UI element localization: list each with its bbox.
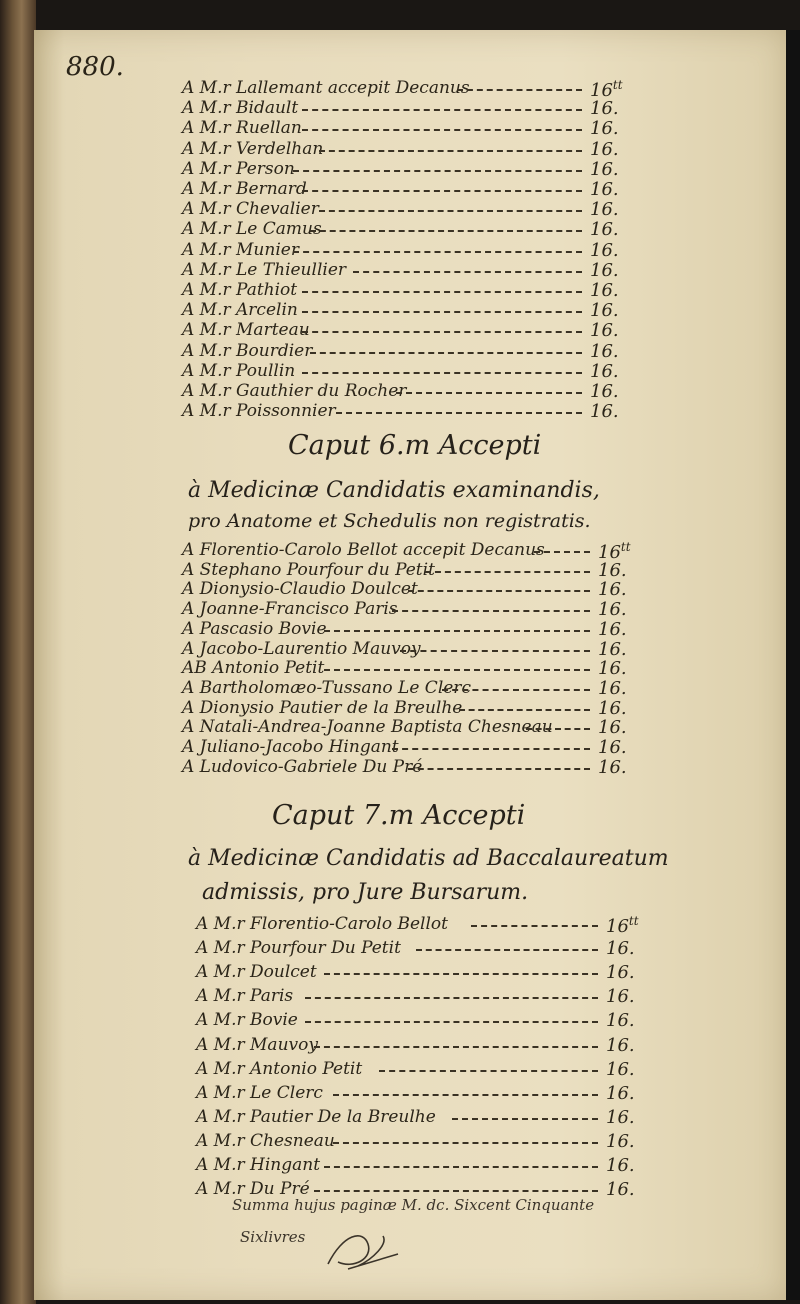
entry-amount <box>590 361 619 382</box>
entry-amount-value: 16. <box>606 986 635 1008</box>
entry-leader-dashes <box>408 768 590 770</box>
ledger-entry <box>182 78 642 100</box>
ledger-entry <box>182 639 642 661</box>
entry-name: A Stephano Pourfour du Petit <box>182 559 435 580</box>
entry-leader-dashes <box>305 1021 598 1023</box>
entry-amount-value: 16. <box>590 259 619 281</box>
entry-name: A Ludovico-Gabriele Du Pré <box>182 756 423 777</box>
entry-leader-dashes <box>293 170 582 172</box>
entry-name: A M.r Le Clerc <box>196 1082 323 1103</box>
entry-amount-value: 16. <box>606 1082 635 1104</box>
entry-amount <box>590 118 619 139</box>
entry-amount-value: 16. <box>590 360 619 382</box>
entry-leader-dashes <box>302 311 582 313</box>
ledger-entry <box>182 599 642 621</box>
entry-leader-dashes <box>324 973 598 975</box>
entry-name: A M.r Bernard <box>182 179 307 199</box>
ledger-entry <box>182 579 642 601</box>
entry-amount <box>590 159 619 180</box>
ledger-entry <box>196 938 656 960</box>
ledger-entry <box>196 962 656 984</box>
entry-amount-value: 16. <box>598 638 627 660</box>
entry-name: A Juliano-Jacobo Hingant <box>182 737 399 757</box>
entry-leader-dashes <box>302 331 582 333</box>
ledger-entry <box>182 717 642 739</box>
entry-amount <box>606 914 639 937</box>
entry-amount-value: 16. <box>606 938 635 960</box>
entry-amount-value: 16. <box>590 118 619 140</box>
entry-amount <box>606 1107 635 1128</box>
entry-leader-dashes <box>302 109 582 111</box>
signature-flourish <box>318 1224 418 1274</box>
entry-amount-value: 16. <box>590 179 619 200</box>
entry-amount <box>606 1083 635 1104</box>
entry-amount-value: 16. <box>590 401 619 423</box>
entry-amount <box>606 1059 635 1080</box>
entry-leader-dashes <box>392 610 590 612</box>
entry-name: A M.r Pourfour Du Petit <box>196 938 401 959</box>
ledger-entry <box>182 560 642 582</box>
entry-amount <box>598 579 627 600</box>
entry-name: A M.r Pathiot <box>182 280 298 300</box>
entry-name: A M.r Gauthier du Rocher <box>182 381 407 401</box>
entry-amount <box>598 560 627 581</box>
entry-leader-dashes <box>459 709 590 711</box>
entry-amount-value: 16 <box>590 80 613 101</box>
entry-leader-dashes <box>526 728 590 730</box>
folio-number: 880. <box>66 52 124 82</box>
entry-amount-value: 16. <box>598 658 627 680</box>
entry-amount-value: 16. <box>606 1058 635 1080</box>
entry-amount <box>590 199 619 220</box>
section-3-subtitle-2: admissis, pro Jure Bursarum. <box>202 880 529 905</box>
entry-amount-value: 16. <box>590 138 619 160</box>
entry-name: A M.r Munier <box>182 239 299 260</box>
entry-name: A M.r Bidault <box>182 98 299 119</box>
entry-amount-value: 16. <box>606 1106 635 1128</box>
entry-leader-dashes <box>442 689 590 691</box>
ledger-entry <box>196 1155 656 1177</box>
ledger-entry <box>182 240 642 262</box>
entry-name: A M.r Verdelhan <box>182 138 324 159</box>
entry-leader-dashes <box>324 669 590 671</box>
entry-name: A Florentio-Carolo Bellot accepit Decanus <box>182 540 545 560</box>
entry-leader-dashes <box>319 150 582 152</box>
entry-name: A M.r Bourdier <box>182 340 313 361</box>
entry-amount-value: 16. <box>598 756 627 778</box>
entry-name: A Joanne-Francisco Paris <box>182 599 398 620</box>
entry-amount-value: 16. <box>590 98 619 120</box>
entry-amount-value: 16. <box>590 239 619 261</box>
ledger-entry <box>196 1107 656 1129</box>
entry-amount <box>598 599 627 620</box>
entry-leader-dashes <box>392 748 590 750</box>
entry-amount <box>598 717 627 738</box>
entry-amount-value: 16. <box>606 1010 635 1032</box>
entry-leader-dashes <box>471 925 598 927</box>
entry-amount-unit: tt <box>620 540 631 554</box>
entry-amount-value: 16. <box>590 219 619 241</box>
entry-amount-value: 16. <box>598 717 627 739</box>
entry-name: A M.r Pautier De la Breulhe <box>196 1106 436 1127</box>
entry-leader-dashes <box>353 271 582 273</box>
entry-amount-value: 16. <box>598 677 627 699</box>
entry-name: A Bartholomæo-Tussano Le Clerc <box>182 677 471 698</box>
entry-leader-dashes <box>314 1190 598 1192</box>
ledger-entry <box>182 401 642 423</box>
entry-name: A M.r Marteau <box>182 320 310 341</box>
ledger-entry <box>196 914 656 936</box>
entry-amount <box>590 219 619 240</box>
entry-name: A M.r Le Thieullier <box>182 259 347 280</box>
section-3-title: Caput 7.m Accepti <box>272 800 526 831</box>
entry-amount <box>590 300 619 321</box>
entry-name: A M.r Doulcet <box>196 962 317 983</box>
entry-amount-value: 16. <box>606 1130 635 1152</box>
ledger-entry <box>182 260 642 282</box>
entry-amount <box>590 260 619 281</box>
section-2-title: Caput 6.m Accepti <box>288 430 542 461</box>
entry-amount <box>590 98 619 119</box>
entry-name: A Natali-Andrea-Joanne Baptista Chesneau <box>182 717 553 738</box>
entry-amount <box>606 1010 635 1031</box>
entry-amount-value: 16. <box>590 340 619 362</box>
entry-amount-value: 16. <box>606 1179 635 1201</box>
entry-name: A M.r Ruellan <box>182 118 302 139</box>
ledger-entry <box>182 698 642 720</box>
ledger-entry <box>182 737 642 759</box>
entry-name: A M.r Le Camus <box>182 219 322 240</box>
entry-amount-value: 16. <box>598 737 627 758</box>
entry-leader-dashes <box>302 372 582 374</box>
ledger-entry <box>196 1035 656 1057</box>
entry-amount <box>606 1179 635 1200</box>
entry-leader-dashes <box>400 650 590 652</box>
entry-amount <box>598 658 627 679</box>
entry-amount-value: 16. <box>606 1034 635 1056</box>
ledger-entry <box>196 1059 656 1081</box>
entry-amount <box>598 619 627 640</box>
entry-leader-dashes <box>452 1118 598 1120</box>
entry-leader-dashes <box>319 210 582 212</box>
entry-amount <box>590 401 619 422</box>
entry-leader-dashes <box>310 352 582 354</box>
entry-amount-value: 16. <box>598 599 627 621</box>
entry-leader-dashes <box>416 949 598 951</box>
entry-amount-value: 16. <box>598 618 627 640</box>
entry-name: A M.r Poissonnier <box>182 401 336 422</box>
entry-amount-value: 16 <box>606 916 629 937</box>
entry-name: A Pascasio Bovie <box>182 618 327 639</box>
entry-amount <box>606 1155 635 1176</box>
entry-leader-dashes <box>293 251 582 253</box>
entry-leader-dashes <box>314 1046 598 1048</box>
ledger-entry <box>182 381 642 403</box>
entry-amount-value: 16. <box>606 1155 635 1176</box>
entry-amount-value: 16. <box>598 697 627 719</box>
entry-amount <box>598 639 627 660</box>
entry-name: A M.r Du Pré <box>196 1179 310 1200</box>
ledger-entry <box>182 341 642 363</box>
entry-leader-dashes <box>310 230 582 232</box>
entry-amount <box>598 757 627 778</box>
entry-amount-value: 16. <box>590 320 619 342</box>
entry-amount <box>598 737 627 758</box>
ledger-entry <box>182 179 642 201</box>
ledger-entry <box>182 139 642 161</box>
ledger-entry <box>182 320 642 342</box>
entry-amount <box>606 962 635 983</box>
ledger-entry <box>182 540 642 562</box>
summa-line-1: Summa hujus paginæ M. dc. Sixcent Cinquante <box>232 1196 595 1214</box>
ledger-entry <box>182 678 642 700</box>
section-2-subtitle-2: pro Anatome et Schedulis non registratis. <box>188 510 591 532</box>
section-3-subtitle-1: à Medicinæ Candidatis ad Baccalaureatum <box>188 846 669 871</box>
page-edge-shadow <box>786 30 800 1300</box>
entry-amount-value: 16. <box>590 381 619 402</box>
entry-name: A M.r Arcelin <box>182 300 298 321</box>
entry-name: A M.r Lallemant accepit Decanus <box>182 78 470 98</box>
entry-amount <box>590 139 619 160</box>
entry-name: A Dionysio Pautier de la Breulhe <box>182 697 463 718</box>
ledger-entry <box>182 159 642 181</box>
entry-amount <box>606 1035 635 1056</box>
entry-amount <box>590 381 619 402</box>
entry-name: A M.r Person <box>182 158 295 179</box>
entry-name: A M.r Paris <box>196 986 294 1007</box>
entry-leader-dashes <box>534 551 590 553</box>
entry-leader-dashes <box>333 1142 598 1144</box>
entry-amount-value: 16. <box>590 280 619 301</box>
entry-leader-dashes <box>333 1094 598 1096</box>
entry-amount <box>590 320 619 341</box>
entry-name: A M.r Bovie <box>196 1010 298 1031</box>
entry-leader-dashes <box>302 291 582 293</box>
ledger-entry <box>182 757 642 779</box>
ledger-entry <box>182 199 642 221</box>
ledger-entry <box>196 986 656 1008</box>
entry-amount-value: 16. <box>598 559 627 581</box>
entry-amount-value: 16. <box>590 199 619 221</box>
entry-leader-dashes <box>305 997 598 999</box>
entry-name: A M.r Hingant <box>196 1155 321 1175</box>
entry-amount <box>606 986 635 1007</box>
entry-leader-dashes <box>302 129 582 131</box>
summa-line-2: Sixlivres <box>240 1228 306 1246</box>
entry-name: AB Antonio Petit <box>182 658 325 679</box>
entry-name: A M.r Antonio Petit <box>196 1058 363 1079</box>
ledger-entry <box>182 118 642 140</box>
entry-name: A M.r Chesneau <box>196 1130 335 1151</box>
entry-leader-dashes <box>396 392 582 394</box>
entry-amount-value: 16. <box>590 158 619 180</box>
ledger-entry <box>196 1131 656 1153</box>
ledger-entry <box>196 1010 656 1032</box>
ledger-entry <box>182 280 642 302</box>
entry-amount <box>606 1131 635 1152</box>
entry-leader-dashes <box>457 89 582 91</box>
entry-amount <box>590 179 619 200</box>
section-2-subtitle-1: à Medicinæ Candidatis examinandis, <box>188 478 600 503</box>
entry-amount <box>590 280 619 301</box>
entry-leader-dashes <box>425 571 590 573</box>
ledger-entry <box>196 1083 656 1105</box>
entry-amount-value: 16. <box>598 579 627 601</box>
entry-amount <box>598 678 627 699</box>
entry-leader-dashes <box>408 590 590 592</box>
entry-name: A M.r Poullin <box>182 360 296 381</box>
book-binding <box>0 0 36 1304</box>
entry-leader-dashes <box>379 1070 598 1072</box>
entry-name: A Jacobo-Laurentio Mauvoy <box>182 638 421 659</box>
entry-leader-dashes <box>324 1166 598 1168</box>
entry-amount <box>590 341 619 362</box>
entry-amount <box>590 240 619 261</box>
entry-amount-value: 16 <box>598 542 621 563</box>
ledger-entry <box>182 658 642 680</box>
entry-amount-unit: tt <box>628 914 639 928</box>
entry-amount <box>606 938 635 959</box>
entry-amount <box>598 698 627 719</box>
ledger-entry <box>182 300 642 322</box>
entry-leader-dashes <box>324 630 590 632</box>
entry-amount-value: 16. <box>590 300 619 322</box>
entry-amount-value: 16. <box>606 962 635 984</box>
entry-amount-unit: tt <box>612 78 623 92</box>
ledger-entry <box>182 361 642 383</box>
ledger-entry <box>182 98 642 120</box>
entry-name: A M.r Florentio-Carolo Bellot <box>196 914 448 934</box>
ledger-entry <box>182 219 642 241</box>
entry-name: A Dionysio-Claudio Doulcet <box>182 579 418 600</box>
entry-leader-dashes <box>302 190 582 192</box>
entry-name: A M.r Chevalier <box>182 199 319 220</box>
entry-leader-dashes <box>336 412 582 414</box>
ledger-entry <box>182 619 642 641</box>
entry-name: A M.r Mauvoy <box>196 1034 318 1055</box>
